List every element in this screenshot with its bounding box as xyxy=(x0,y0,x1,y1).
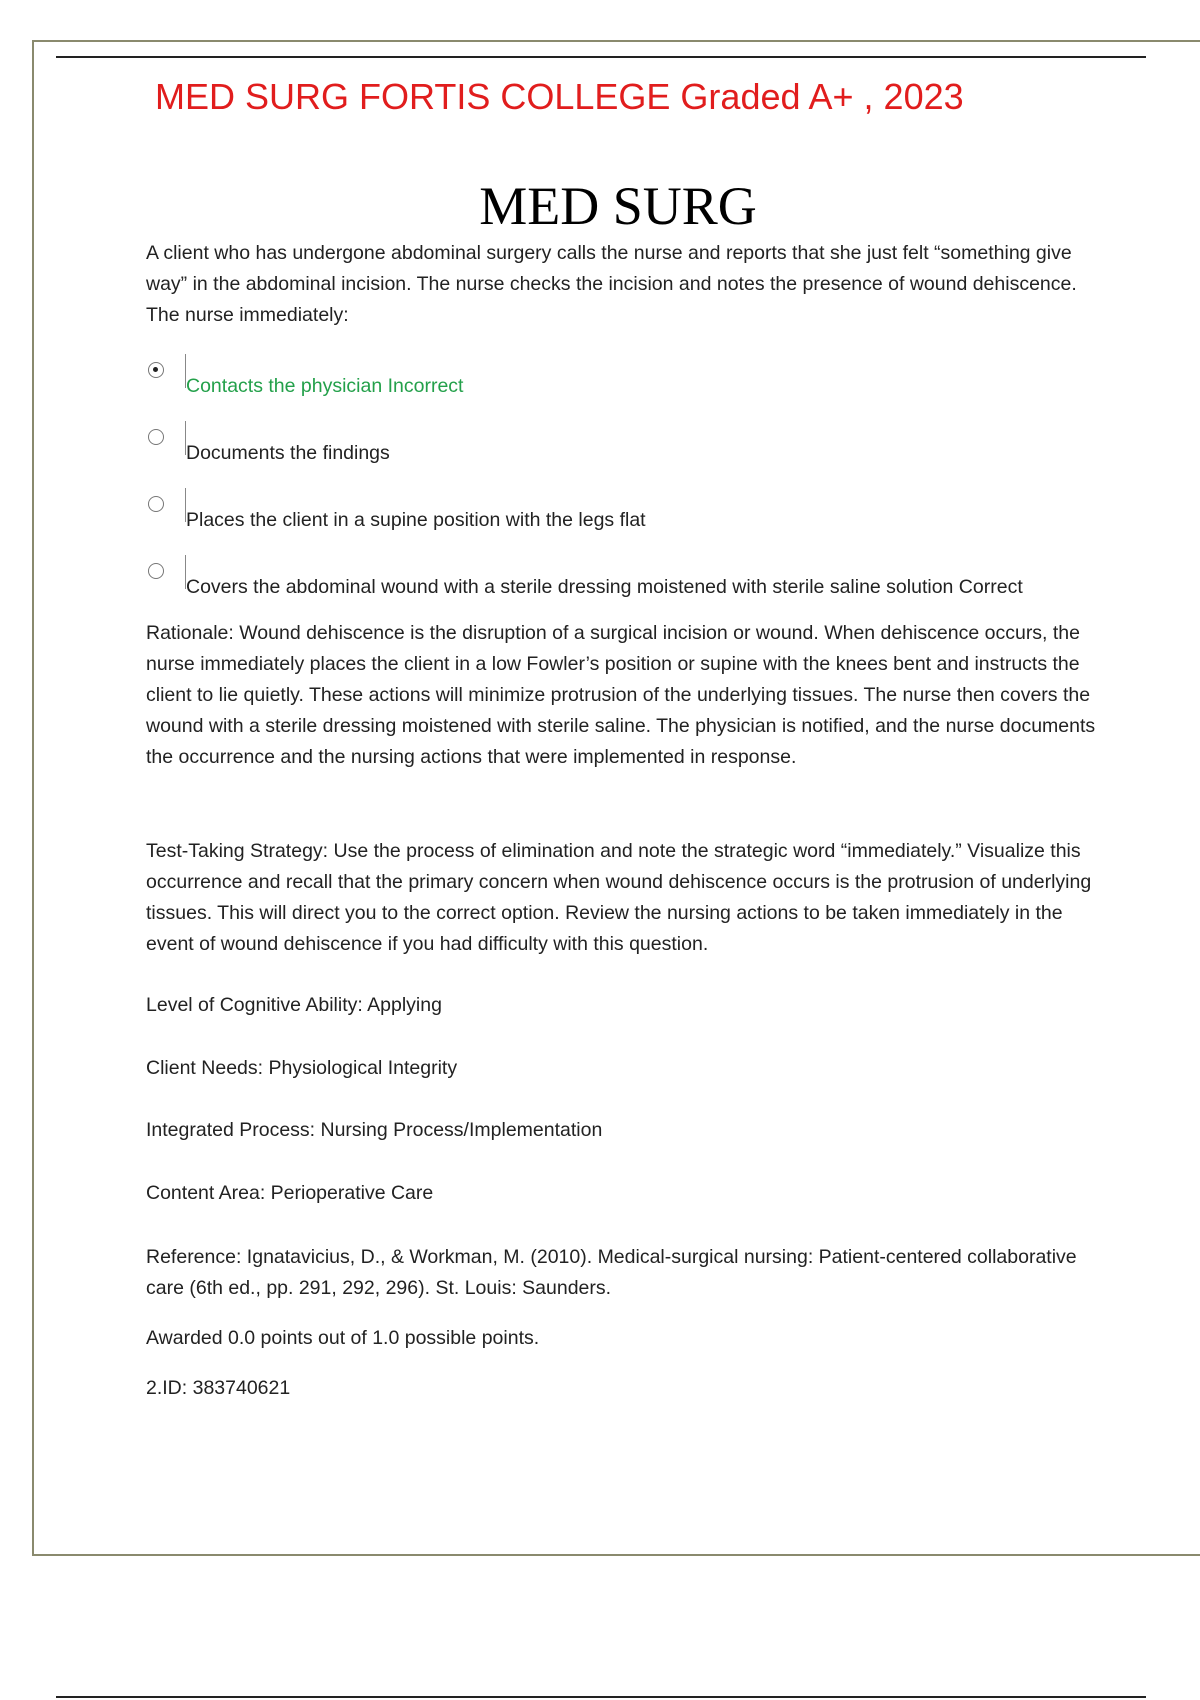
option-label: Covers the abdominal wound with a sterile dressing moistened with sterile saline solution Correct xyxy=(186,576,1023,598)
option-4[interactable] xyxy=(148,563,1098,603)
awarded-points: Awarded 0.0 points out of 1.0 possible points. xyxy=(146,1327,540,1349)
bottom-rule xyxy=(56,1696,1146,1698)
next-question-id: 2.ID: 383740621 xyxy=(146,1377,291,1399)
client-needs: Client Needs: Physiological Integrity xyxy=(146,1057,458,1079)
option-1[interactable] xyxy=(148,362,1098,402)
top-rule xyxy=(56,56,1146,58)
option-2[interactable] xyxy=(148,429,1098,469)
rationale-text: Rationale: Wound dehiscence is the disruption of a surgical incision or wound. When dehiscence occurs, the nurse immediately places the client in a low Fowler’s position or supine with the knees bent and instructs the client to lie quietly. These actions will minimize protrusion of the underlying tissues. The nurse then covers the wound with a sterile dressing moistened with sterile saline. The physician is notified, and the nurse documents the occurrence and the nursing actions that were implemented in response. xyxy=(146,622,1096,768)
header-title: MED SURG FORTIS COLLEGE Graded A+ , 2023 xyxy=(155,76,964,117)
radio-icon[interactable] xyxy=(148,429,164,445)
content-area: Content Area: Perioperative Care xyxy=(146,1182,434,1204)
strategy-text: Test-Taking Strategy: Use the process of elimination and note the strategic word “immediately.” Visualize this occurrence and recall that the primary concern when wound dehiscence occurs is the protrusion of underlying tissues. This will direct you to the correct option. Review the nursing actions to be taken immediately in the event of wound dehiscence if you had difficulty with this question. xyxy=(146,840,1092,955)
option-label: Contacts the physician Incorrect xyxy=(186,375,464,397)
document-title: MED SURG xyxy=(479,176,757,236)
reference-text: Reference: Ignatavicius, D., & Workman, M. (2010). Medical-surgical nursing: Patient-centered collaborative care (6th ed., pp. 291, 292, 296). St. Louis: Saunders. xyxy=(146,1246,1077,1299)
cognitive-level: Level of Cognitive Ability: Applying xyxy=(146,994,442,1016)
integrated-process: Integrated Process: Nursing Process/Implementation xyxy=(146,1119,603,1141)
question-text: A client who has undergone abdominal surgery calls the nurse and reports that she just felt “something give way” in the abdominal incision. The nurse checks the incision and notes the presence of wound dehiscence. The nurse immediately: xyxy=(146,242,1077,326)
option-label: Documents the findings xyxy=(186,442,390,464)
radio-icon[interactable] xyxy=(148,563,164,579)
radio-icon[interactable] xyxy=(148,496,164,512)
option-3[interactable] xyxy=(148,496,1098,536)
radio-selected-icon[interactable] xyxy=(148,362,164,378)
option-label: Places the client in a supine position with the legs flat xyxy=(186,509,646,531)
